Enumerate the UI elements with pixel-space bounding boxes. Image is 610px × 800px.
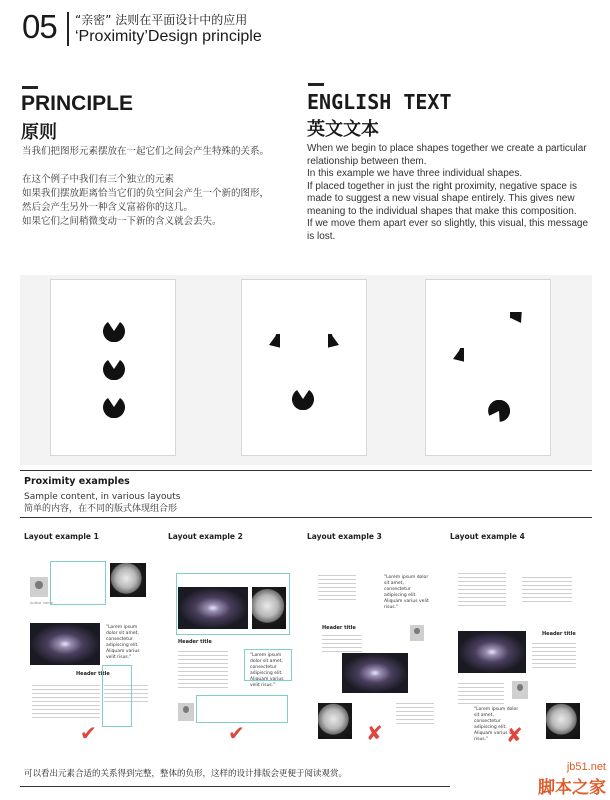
principle-dash [22,86,38,89]
proximity-subtitle: Sample content, in various layouts [24,492,181,502]
english-text: When we begin to place shapes together we create a particular relationship between them. In this example we have three individual shapes. If placed together in just the right proximity, negative space is made to suggest a new visual shape entirely. This gives new meaning to the individual shapes that make this composition. If we move them apart ever so slightly, this visual, this message is lost. [307,143,589,242]
pull-quote: "Lorem ipsum dolor sit amet, consectetur adipiscing elit. Aliquam varius velit risus." [250,653,284,688]
teal-guide-box [102,665,132,727]
body-text-block [318,575,356,601]
pull-quote: "Lorem ipsum dolor sit amet, consectetur adipiscing elit. Aliquam varius velit risus." [106,625,140,660]
title-chinese: “亲密” 法则在平面设计中的应用 [75,13,248,27]
body-text-block [322,635,362,655]
body-text-block [178,651,228,691]
layout-example-3 [314,555,438,745]
principle-heading-cn: 原则 [21,122,57,143]
caption: Author name [30,601,53,605]
body-text-block [458,683,504,705]
shapes-example-panel [20,275,592,465]
principle-paragraph-1: 当我们把图形元素摆放在一起它们之间会产生特殊的关系。 [22,146,270,157]
layout-example-2 [174,555,294,745]
check-mark-icon: ✔ [80,721,97,745]
pacman-shape [510,312,532,334]
divider-line [20,517,592,518]
shapes-card-1 [50,279,176,456]
english-heading: ENGLISH TEXT [307,90,452,114]
principle-heading: PRINCIPLE [21,92,134,115]
pacman-shape [258,334,280,356]
teal-guide-box [196,695,288,723]
english-heading-cn: 英文文本 [307,119,379,140]
shapes-card-3 [425,279,551,456]
teal-guide-box [50,561,106,605]
pull-quote: "Lorem ipsum dolor sit amet, consectetur adipiscing elit. Aliquam varius velit risus." [384,575,429,610]
layout-label-2: Layout example 2 [168,532,243,541]
pull-quote: "Lorem ipsum dolor sit amet, consectetur adipiscing elit. Aliquam varius velit risus." [474,707,519,742]
header-title: Header title [322,625,356,631]
avatar-photo [512,681,528,699]
pacman-shape [488,400,510,422]
body-text-block [32,685,100,719]
english-dash [308,83,324,86]
avatar-photo [410,625,424,641]
pacman-shape [103,320,125,342]
proximity-title: Proximity examples [24,476,130,487]
section-number: 05 [22,8,57,45]
galaxy-photo [30,623,100,665]
watermark-url: jb51.net [566,761,606,773]
body-text-block [458,573,506,607]
header-title: Header title [542,631,576,637]
watermark [538,761,606,798]
avatar-photo [30,577,48,597]
cross-mark-icon: ✘ [366,721,383,745]
layout-label-4: Layout example 4 [450,532,525,541]
principle-text [22,145,277,242]
cross-mark-icon: ✘ [506,723,523,747]
divider-line [20,470,592,471]
principle-paragraph-2: 在这个例子中我们有三个独立的元素 如果我们摆放距离恰当它们的负空间会产生一个新的图形，然后会产生另外一种含义富裕你的这几。 如果它们之间稍微变动一下新的含义就会丢失。 [22,174,270,227]
body-text-block [532,643,576,669]
galaxy-photo [458,631,526,673]
footer-note: 可以看出元素合适的关系得到完整，整体的负形，这样的设计排版会更便于阅读观赏。 [24,769,348,779]
avatar-photo [178,703,194,721]
header-divider [67,12,69,46]
header-title: Header title [178,639,212,645]
teal-guide-box [244,649,292,681]
layout-example-4 [456,555,584,747]
moon-photo [110,563,146,597]
title-english: ‘Proximity’Design principle [75,28,262,45]
galaxy-photo [342,653,408,693]
shapes-card-2 [241,279,367,456]
check-mark-icon: ✔ [228,721,245,745]
pacman-shape [103,396,125,418]
body-text-block [396,703,434,727]
pacman-shape [292,388,314,410]
moon-photo [318,703,352,739]
moon-photo [546,703,580,739]
divider-line [20,786,450,787]
layout-label-3: Layout example 3 [307,532,382,541]
teal-guide-box [176,573,290,635]
proximity-subtitle-cn: 简单的内容，在不同的版式体现组合形 [24,504,178,514]
layout-example-1 [24,555,152,745]
pacman-shape [103,358,125,380]
pacman-shape [442,348,464,370]
pacman-shape [328,334,350,356]
layout-label-1: Layout example 1 [24,532,99,541]
body-text-block [522,577,572,605]
header-title: Header title [76,671,110,677]
watermark-site: 脚本之家 [538,778,606,798]
